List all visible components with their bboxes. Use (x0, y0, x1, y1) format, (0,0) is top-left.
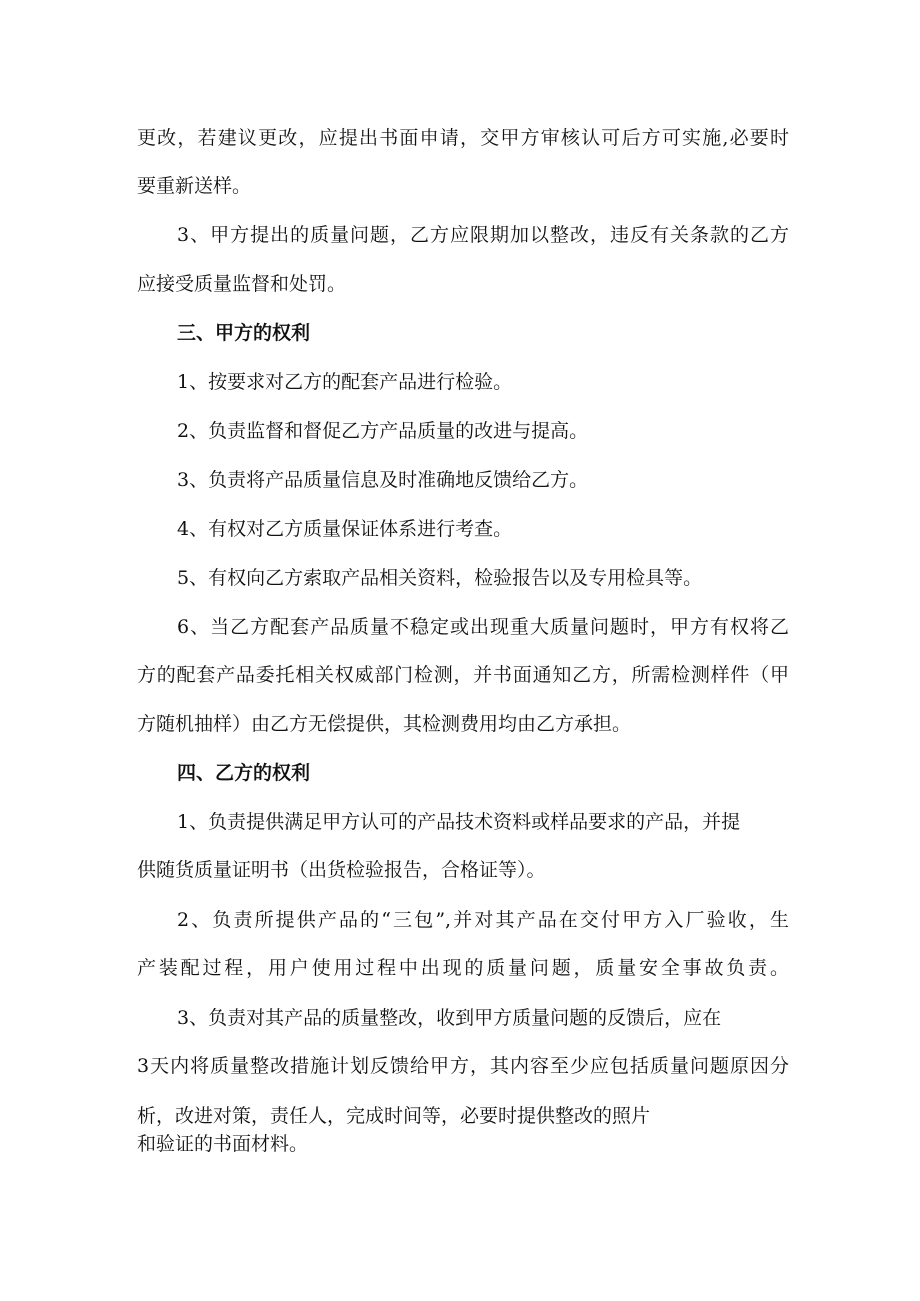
text-line: 1、按要求对乙方的配套产品进行检验。 (177, 371, 513, 393)
text-line: 方的配套产品委托相关权威部门检测，并书面通知乙方，所需检测样件（甲 (137, 664, 789, 686)
text-line: 2、负责监督和督促乙方产品质量的改进与提高。 (177, 420, 589, 442)
text-line: 产装配过程，用户使用过程中出现的质量问题，质量安全事故负责。 (137, 957, 789, 979)
text-line: 要重新送样。 (137, 175, 252, 197)
text-line: 3、负责对其产品的质量整改，收到甲方质量问题的反馈后，应在 (177, 1007, 722, 1029)
text-line: 2、负责所提供产品的“三包”,并对其产品在交付甲方入厂验收，生 (177, 909, 789, 931)
text-line: 4、有权对乙方质量保证体系进行考查。 (177, 518, 513, 540)
text-line: 更改，若建议更改，应提出书面申请，交甲方审核认可后方可实施,必要时 (137, 127, 789, 149)
text-line: 析，改进对策，责任人，完成时间等，必要时提供整改的照片 (137, 1105, 651, 1127)
text-line: 6、当乙方配套产品质量不稳定或出现重大质量问题时，甲方有权将乙 (177, 616, 789, 638)
section-heading: 三、甲方的权利 (177, 322, 311, 344)
text-line: 和验证的书面材料。 (137, 1133, 309, 1155)
text-line: 3天内将质量整改措施计划反馈给甲方，其内容至少应包括质量问题原因分 (137, 1055, 789, 1077)
section-heading: 四、乙方的权利 (177, 762, 311, 784)
text-line: 1、负责提供满足甲方认可的产品技术资料或样品要求的产品，并提 (177, 811, 741, 833)
text-line: 应接受质量监督和处罚。 (137, 273, 347, 295)
text-line: 方随机抽样）由乙方无偿提供，其检测费用均由乙方承担。 (137, 713, 632, 735)
text-line: 5、有权向乙方索取产品相关资料，检验报告以及专用检具等。 (177, 567, 703, 589)
text-line: 3、甲方提出的质量问题，乙方应限期加以整改，违反有关条款的乙方 (177, 224, 789, 246)
text-line: 供随货质量证明书（出货检验报告，合格证等）。 (137, 859, 546, 881)
text-line: 3、负责将产品质量信息及时准确地反馈给乙方。 (177, 469, 589, 491)
